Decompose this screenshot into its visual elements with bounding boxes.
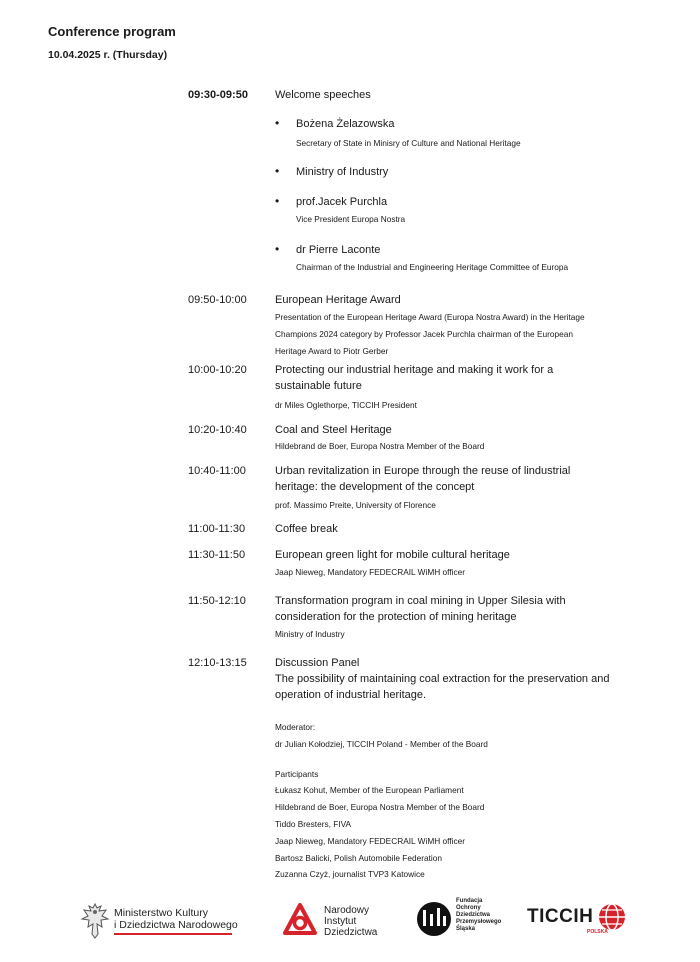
session-title: Welcome speeches xyxy=(275,89,371,101)
speaker-name: Ministry of Industry xyxy=(296,166,389,178)
session-title: European green light for mobile cultural heritage xyxy=(275,549,510,561)
nid-name-line1: Narodowy xyxy=(324,905,370,916)
participant: Hildebrand de Boer, Europa Nostra Member of the Board xyxy=(275,802,485,812)
session-detail: Heritage Award to Piotr Gerber xyxy=(275,346,389,356)
fundacja-name: Fundacja Ochrony Dziedzictwa Przemysłowego Śląska xyxy=(456,898,502,932)
session-detail: Presentation of the European Heritage Award (Europa Nostra Award) in the Heritage xyxy=(275,312,585,322)
speaker-role: Secretary of State in Minisry of Culture and National Heritage xyxy=(296,138,521,148)
industrial-skyline-icon xyxy=(416,900,452,938)
session-detail: Hildebrand de Boer, Europa Nostra Member of the Board xyxy=(275,441,485,451)
session-detail: prof. Massimo Preite, University of Florence xyxy=(275,500,436,510)
participant: Jaap Nieweg, Mandatory FEDECRAIL WiMH officer xyxy=(275,836,465,846)
session-title: Protecting our industrial heritage and making it work for a sustainable future xyxy=(275,364,554,392)
session-time: 12:10-13:15 xyxy=(188,657,247,669)
nid-logo xyxy=(282,902,392,942)
session-detail: Jaap Nieweg, Mandatory FEDECRAIL WiMH officer xyxy=(275,567,465,577)
session-detail: Champions 2024 category by Professor Jacek Purchla chairman of the European xyxy=(275,329,573,339)
polish-eagle-icon xyxy=(80,902,110,940)
session-time: 11:00-11:30 xyxy=(188,523,246,535)
bullet-icon: • xyxy=(275,164,280,178)
fundacja-logo xyxy=(416,896,516,944)
session-title: Coffee break xyxy=(275,523,338,535)
participant: Bartosz Balicki, Polish Automobile Federation xyxy=(275,853,442,863)
session-time: 11:30-11:50 xyxy=(188,549,246,561)
ministry-name-line2: i Dziedzictwa Narodowego xyxy=(114,919,238,931)
nid-knot-icon xyxy=(282,902,318,940)
session-time: 10:20-10:40 xyxy=(188,424,247,436)
speaker-role: Vice President Europa Nostra xyxy=(296,214,406,224)
session-time: 10:00-10:20 xyxy=(188,364,247,376)
ministry-logo xyxy=(80,902,240,942)
moderator-name: dr Julian Kołodziej, TICCIH Poland - Member of the Board xyxy=(275,739,488,749)
nid-name-line2: Instytut xyxy=(324,916,357,927)
bullet-icon: • xyxy=(275,194,280,208)
program-date: 10.04.2025 r. (Thursday) xyxy=(48,49,168,61)
session-title: Coal and Steel Heritage xyxy=(275,424,392,436)
session-time: 09:30-09:50 xyxy=(188,89,248,101)
participant: Łukasz Kohut, Member of the European Parliament xyxy=(275,785,464,795)
bullet-icon: • xyxy=(275,242,280,256)
ticcih-logo xyxy=(527,900,631,940)
session-time: 10:40-11:00 xyxy=(188,465,246,477)
session-title: Transformation program in coal mining in Upper Silesia with consideration for the protection of mining heritage xyxy=(275,595,566,623)
speaker-name: prof.Jacek Purchla xyxy=(296,196,388,208)
ticcih-wordmark: TICCIH xyxy=(527,906,594,927)
page-title: Conference program xyxy=(48,24,176,39)
speaker-name: dr Pierre Laconte xyxy=(296,244,381,256)
session-detail: Ministry of Industry xyxy=(275,629,345,639)
bullet-icon: • xyxy=(275,116,280,130)
nid-name-line3: Dziedzictwa xyxy=(324,927,378,938)
session-title: Urban revitalization in Europe through the reuse of lindustrial heritage: the development of the concept xyxy=(275,465,571,493)
globe-icon xyxy=(597,902,627,932)
session-subtitle: The possibility of maintaining coal extraction for the preservation and operation of industrial heritage. xyxy=(275,673,610,701)
ministry-name-line1: Ministerstwo Kultury xyxy=(114,907,208,919)
session-title: European Heritage Award xyxy=(275,294,401,306)
ministry-underline xyxy=(114,933,232,935)
participants-label: Participants xyxy=(275,769,319,779)
session-time: 11:50-12:10 xyxy=(188,595,246,607)
ticcih-sub: POLSKA xyxy=(587,929,608,935)
participant: Tiddo Bresters, FIVA xyxy=(275,819,352,829)
moderator-label: Moderator: xyxy=(275,722,316,732)
session-detail: dr Miles Oglethorpe, TICCIH President xyxy=(275,400,417,410)
participant: Zuzanna Czyż, journalist TVP3 Katowice xyxy=(275,869,425,879)
session-title: Discussion Panel xyxy=(275,657,360,669)
speaker-role: Chairman of the Industrial and Engineering Heritage Committee of Europa xyxy=(296,262,569,272)
speaker-name: Bożena Żelazowska xyxy=(296,118,395,130)
session-time: 09:50-10:00 xyxy=(188,294,247,306)
